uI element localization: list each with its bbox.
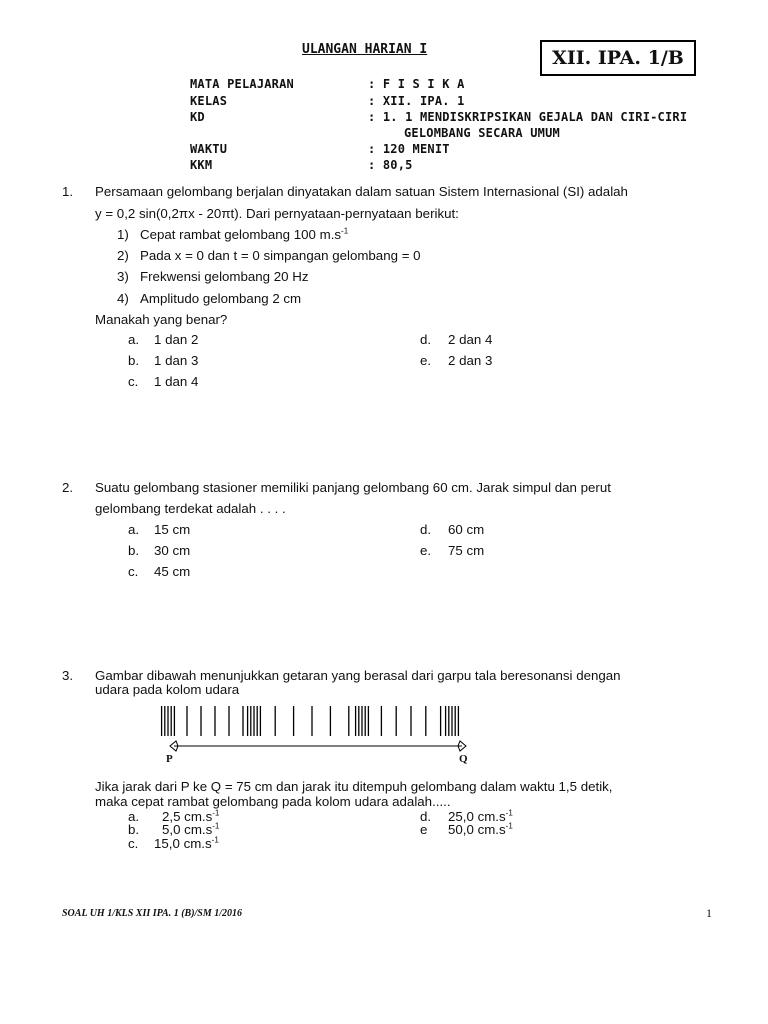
time-label: WAKTU <box>190 142 228 156</box>
q3-option-a-letter: a. <box>128 809 140 824</box>
class-label: KELAS <box>190 94 228 108</box>
q1-statement-3-num: 3) <box>117 269 129 284</box>
kkm-value: : 80,5 <box>368 158 413 172</box>
q3-option-b-letter: b. <box>128 822 140 837</box>
distance-arrow <box>170 741 466 751</box>
q1-option-c[interactable]: 1 dan 4 <box>154 374 199 389</box>
q1-option-a-letter: a. <box>128 332 140 347</box>
q2-text-line2: gelombang terdekat adalah . . . . <box>95 501 286 516</box>
q2-option-d[interactable]: 60 cm <box>448 522 485 537</box>
kd-value-continued: GELOMBANG SECARA UMUM <box>404 126 560 140</box>
compression-lines <box>162 706 459 736</box>
q1-statement-4-num: 4) <box>117 291 129 306</box>
q1-statement-2-num: 2) <box>117 248 129 263</box>
q3-option-e[interactable]: 50,0 $cm.s^{-1}$ <box>448 821 513 837</box>
q1-prompt: Manakah yang benar? <box>95 312 228 327</box>
q1-option-b-letter: b. <box>128 353 140 368</box>
q1-statement-1-num: 1) <box>117 227 129 242</box>
q1-statement-1: Cepat rambat gelombang 100 $m.s^{-1}$ <box>140 226 349 242</box>
q3-text-line3: Jika jarak dari P ke Q = 75 cm dan jarak itu ditempuh gelombang dalam waktu 1,5 detik, <box>95 779 613 794</box>
subject-label: MATA PELAJARAN <box>190 77 294 91</box>
q2-option-c-letter: c. <box>128 564 139 579</box>
kd-label: KD <box>190 110 205 124</box>
q1-option-b[interactable]: 1 dan 3 <box>154 353 199 368</box>
q1-option-e-letter: e. <box>420 353 432 368</box>
q1-text-line1: Persamaan gelombang berjalan dinyatakan dalam satuan Sistem Internasional (SI) adalah <box>95 184 628 199</box>
q2-number: 2. <box>62 480 74 495</box>
q2-option-b-letter: b. <box>128 543 140 558</box>
q2-option-d-letter: d. <box>420 522 432 537</box>
q3-text-line1: Gambar dibawah menunjukkan getaran yang berasal dari garpu tala beresonansi dengan <box>95 668 621 683</box>
q2-text-line1: Suatu gelombang stasioner memiliki panjang gelombang 60 cm. Jarak simpul dan perut <box>95 480 611 495</box>
q2-option-e-letter: e. <box>420 543 432 558</box>
q1-number: 1. <box>62 184 74 199</box>
exam-title: ULANGAN HARIAN I <box>302 42 428 57</box>
class-value: : XII. IPA. 1 <box>368 94 465 108</box>
footer-text: SOAL UH 1/KLS XII IPA. 1 (B)/SM 1/2016 <box>62 908 243 919</box>
q1-option-c-letter: c. <box>128 374 139 389</box>
q3-text-line2: udara pada kolom udara <box>95 682 240 697</box>
q3-option-c-letter: c. <box>128 836 139 851</box>
class-box: XII. IPA. 1/B <box>540 40 696 76</box>
q3-option-b[interactable]: 5,0 $cm.s^{-1}$ <box>162 821 220 837</box>
label-q: Q <box>459 753 468 765</box>
q1-option-d-letter: d. <box>420 332 432 347</box>
q2-option-a[interactable]: 15 cm <box>154 522 191 537</box>
label-p: P <box>166 753 173 765</box>
q1-option-d[interactable]: 2 dan 4 <box>448 332 493 347</box>
wave-diagram <box>150 700 490 770</box>
q3-text-line4: maka cepat rambat gelombang pada kolom udara adalah..... <box>95 794 451 809</box>
q3-option-d-letter: d. <box>420 809 432 824</box>
q1-statement-4: Amplitudo gelombang 2 cm <box>140 291 302 306</box>
q1-statement-2: Pada x = 0 dan t = 0 simpangan gelombang = 0 <box>140 248 421 263</box>
q3-option-c[interactable]: 15,0 $cm.s^{-1}$ <box>154 835 219 851</box>
time-value: : 120 MENIT <box>368 142 450 156</box>
subject-value: : F I S I K A <box>368 77 465 91</box>
q3-number: 3. <box>62 668 74 683</box>
kkm-label: KKM <box>190 158 213 172</box>
q1-option-a[interactable]: 1 dan 2 <box>154 332 199 347</box>
q1-option-e[interactable]: 2 dan 3 <box>448 353 493 368</box>
q1-statement-3: Frekwensi gelombang 20 Hz <box>140 269 309 284</box>
kd-value: : 1. 1 MENDISKRIPSIKAN GEJALA DAN CIRI-CIRI <box>368 110 688 124</box>
q3-option-d[interactable]: 25,0 $cm.s^{-1}$ <box>448 808 513 824</box>
q1-text-line2: y = 0,2 sin(0,2πx - 20πt). Dari pernyataan-pernyataan berikut: <box>95 206 459 221</box>
q3-option-e-letter: e <box>420 822 428 837</box>
q2-option-c[interactable]: 45 cm <box>154 564 191 579</box>
q3-option-a[interactable]: 2,5 $cm.s^{-1}$ <box>162 808 220 824</box>
q2-option-e[interactable]: 75 cm <box>448 543 485 558</box>
q2-option-b[interactable]: 30 cm <box>154 543 191 558</box>
q2-option-a-letter: a. <box>128 522 140 537</box>
page-number: 1 <box>706 906 712 920</box>
